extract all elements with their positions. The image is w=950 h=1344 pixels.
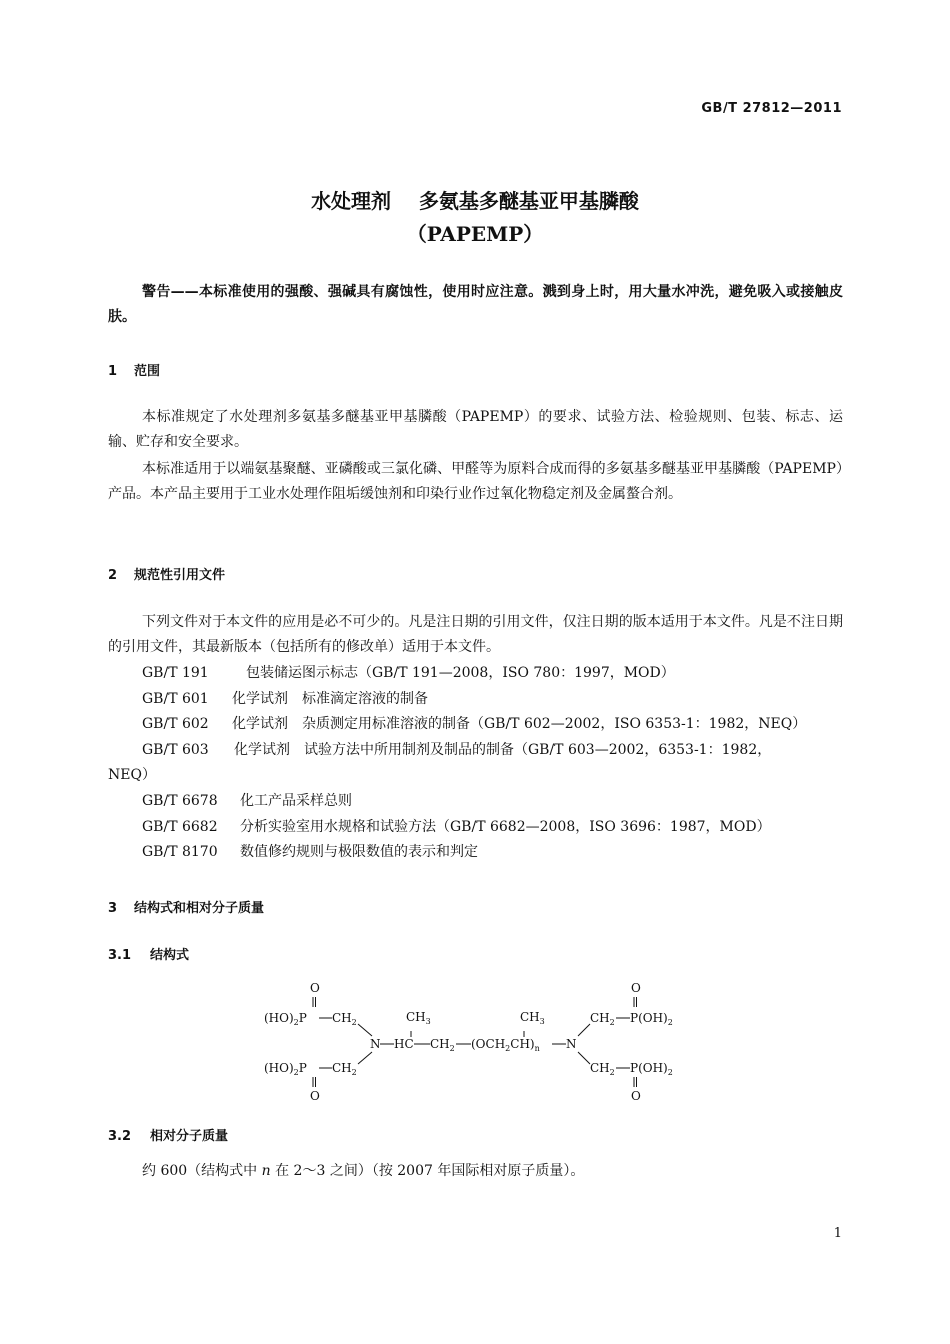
warning-paragraph: 警告——本标准使用的强酸、强碱具有腐蚀性，使用时应注意。溅到身上时，用大量水冲洗，避免吸入或接触皮肤。 [108, 284, 843, 325]
formula-methyl-2: $CH_3$ [520, 1010, 545, 1026]
title-part-1: 水处理剂 [311, 189, 392, 213]
reference-code: GB/T 6682 [142, 819, 218, 835]
section-3-1-heading [108, 944, 189, 963]
formula-phosphonic-group: $(HO)_2P$ [264, 1011, 307, 1027]
reference-item [142, 687, 428, 712]
reference-title: 包装储运图示标志（GB/T 191—2008，ISO 780：1997，MOD） [246, 665, 675, 681]
formula-methylene-mid: $CH_2$ [430, 1037, 455, 1053]
reference-continuation: NEQ） [108, 767, 156, 783]
formula-oxygen: O [310, 981, 320, 995]
section-title: 相对分子质量 [150, 1129, 229, 1144]
reference-item [142, 815, 771, 840]
formula-phosphonic-group: $P(OH)_2$ [630, 1061, 673, 1077]
section-number: 3.2 [108, 1129, 132, 1144]
section-number: 1 [108, 364, 118, 379]
reference-code: GB/T 602 [142, 716, 209, 732]
document-subtitle: （PAPEMP） [406, 222, 544, 246]
section-2-heading [108, 564, 225, 583]
formula-methyl-1: $CH_3$ [406, 1010, 431, 1026]
section-3-heading [108, 897, 264, 916]
scope-paragraph-2: 本标准适用于以端氨基聚醚、亚磷酸或三氯化磷、甲醛等为原料合成而得的多氨基多醚基亚甲基膦酸（PAPEMP）产品。本产品主要用于工业水处理作阻垢缓蚀剂和印染行业作过氧化物稳定剂及金属螯合剂。 [108, 461, 843, 502]
reference-code: GB/T 191 [142, 665, 209, 681]
standard-code: GB/T 27812—2011 [701, 101, 842, 116]
normative-intro: 下列文件对于本文件的应用是必不可少的。凡是注日期的引用文件，仅注日期的版本适用于本文件。凡是不注日期的引用文件，其最新版本（包括所有的修改单）适用于本文件。 [108, 614, 843, 655]
reference-code: GB/T 6678 [142, 793, 218, 809]
formula-methylene: $CH_2$ [332, 1061, 357, 1077]
section-number: 2 [108, 568, 118, 583]
formula-nitrogen-right: N [566, 1037, 577, 1051]
formula-methylene: $CH_2$ [332, 1011, 357, 1027]
section-title: 规范性引用文件 [134, 568, 226, 583]
formula-oxygen: O [631, 1089, 641, 1103]
formula-nitrogen-left: N [370, 1037, 381, 1051]
page-number: 1 [833, 1226, 842, 1241]
reference-item [142, 661, 675, 686]
title-part-2: 多氨基多醚基亚甲基膦酸 [418, 189, 639, 213]
formula-hc: HC [394, 1037, 414, 1051]
reference-item [142, 840, 478, 865]
reference-code: GB/T 603 [142, 742, 209, 758]
section-1-heading [108, 360, 160, 379]
reference-item [142, 789, 352, 814]
formula-oxygen: O [631, 981, 641, 995]
structural-formula [260, 980, 700, 1105]
reference-title: 数值修约规则与极限数值的表示和判定 [240, 844, 478, 860]
reference-item [142, 712, 806, 737]
molecular-mass-text: 约 600（结构式中 n 在 2～3 之间）（按 2007 年国际相对原子质量）。 [142, 1163, 585, 1179]
formula-methylene: $CH_2$ [590, 1061, 615, 1077]
reference-code: GB/T 601 [142, 691, 209, 707]
formula-phosphonic-group: $P(OH)_2$ [630, 1011, 673, 1027]
reference-title: 化学试剂 试验方法中所用制剂及制品的制备（GB/T 603—2002，6353-1：1982， [234, 742, 772, 758]
formula-ether-repeat: $(OCH_2CH)_n$ [471, 1037, 540, 1053]
section-title: 结构式 [150, 948, 190, 963]
section-number: 3 [108, 901, 118, 916]
scope-paragraph-1: 本标准规定了水处理剂多氨基多醚基亚甲基膦酸（PAPEMP）的要求、试验方法、检验规则、包装、标志、运输、贮存和安全要求。 [108, 409, 843, 450]
section-title: 结构式和相对分子质量 [134, 901, 265, 916]
formula-oxygen: O [310, 1089, 320, 1103]
formula-phosphonic-group: $(HO)_2P$ [264, 1061, 307, 1077]
reference-item [142, 738, 842, 763]
section-title: 范围 [134, 364, 161, 379]
section-3-2-heading [108, 1125, 228, 1144]
document-title [0, 185, 950, 214]
reference-title: 化学试剂 标准滴定溶液的制备 [232, 691, 428, 707]
reference-title: 化学试剂 杂质测定用标准溶液的制备（GB/T 602—2002，ISO 6353-1：1982，NEQ） [232, 716, 807, 732]
section-number: 3.1 [108, 948, 132, 963]
reference-code: GB/T 8170 [142, 844, 218, 860]
reference-title: 分析实验室用水规格和试验方法（GB/T 6682—2008，ISO 3696：1987，MOD） [240, 819, 771, 835]
formula-methylene: $CH_2$ [590, 1011, 615, 1027]
reference-title: 化工产品采样总则 [240, 793, 352, 809]
